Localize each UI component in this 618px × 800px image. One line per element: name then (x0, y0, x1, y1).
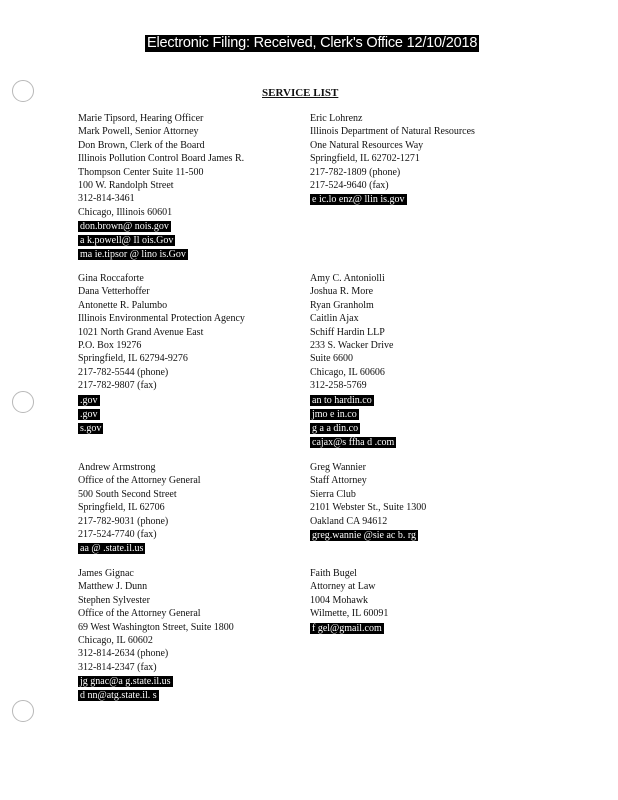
contact-line: 312-258-5769 (310, 380, 367, 392)
contact-line: 69 West Washington Street, Suite 1800 (78, 621, 234, 633)
contact-line: Springfield, IL 62794-9276 (78, 353, 188, 365)
service-list-title: SERVICE LIST (262, 87, 339, 99)
contact-line: Chicago, IL 60602 (78, 635, 153, 647)
redacted-email-link[interactable]: greg.wannie @sie ac b. rg (312, 530, 416, 542)
contact-line: Dana Vetterhoffer (78, 286, 150, 298)
contact-line: Stephen Sylvester (78, 594, 150, 606)
contact-line: 500 South Second Street (78, 488, 177, 500)
punch-hole-middle (12, 391, 34, 413)
contact-line: Illinois Environmental Protection Agency (78, 313, 245, 325)
contact-line: 217-782-9031 (phone) (78, 515, 169, 527)
contact-line: Don Brown, Clerk of the Board (78, 139, 205, 151)
redacted-email-link[interactable]: s.gov (80, 422, 102, 434)
contact-line: 100 W. Randolph Street (78, 180, 174, 192)
contact-block (310, 567, 388, 635)
redacted-email-row (78, 220, 244, 233)
contact-line: Chicago, Illinois 60601 (78, 206, 173, 218)
contact-line: Staff Attorney (310, 475, 367, 487)
contact-line: 217-524-7740 (fax) (78, 529, 157, 541)
redacted-email-link[interactable]: f gel@gmail.com (312, 622, 382, 634)
redacted-email-link[interactable]: cajax@s ffha d .com (312, 436, 395, 448)
contact-line: 312-814-3461 (78, 193, 135, 205)
contact-line: 217-782-1809 (phone) (310, 166, 401, 178)
redacted-email-row (310, 529, 426, 542)
contact-line: 2101 Webster St., Suite 1300 (310, 502, 427, 514)
contact-block (78, 567, 234, 702)
contact-block (310, 461, 426, 542)
redacted-email-row (78, 248, 244, 261)
contact-line: Illinois Pollution Control Board James R. (78, 153, 245, 165)
redacted-email-link[interactable]: d nn@atg.state.il. s (80, 690, 157, 702)
contact-line: Faith Bugel (310, 568, 357, 579)
redacted-email-link[interactable]: jmo e in.co (312, 408, 357, 420)
contact-line: P.O. Box 19276 (78, 340, 142, 352)
contact-block (78, 461, 201, 555)
redacted-email-link[interactable]: e ic.lo enz@ llin is.gov (312, 194, 405, 206)
contact-line: Springfield, IL 62706 (78, 502, 165, 514)
redacted-email-row (310, 422, 396, 435)
redacted-email-link[interactable]: .gov (80, 408, 98, 420)
redacted-email-link[interactable]: ma ie.tipsor @ lino is.Gov (80, 249, 186, 261)
contact-line: Sierra Club (310, 488, 356, 500)
contact-line: Schiff Hardin LLP (310, 326, 385, 338)
contact-block (78, 272, 245, 435)
contact-line: Matthew J. Dunn (78, 581, 148, 593)
redacted-email-row (310, 622, 388, 635)
contact-line: Chicago, IL 60606 (310, 366, 385, 378)
redacted-email-row (78, 675, 234, 688)
electronic-filing-banner: Electronic Filing: Received, Clerk's Office 12/10/2018 (147, 35, 478, 51)
contact-line: 217-782-9807 (fax) (78, 380, 157, 392)
redacted-email-row (310, 394, 396, 407)
contact-line: Attorney at Law (310, 581, 376, 593)
redacted-email-link[interactable]: an to hardin.co (312, 394, 372, 406)
punch-hole-top (12, 80, 34, 102)
contact-line: Suite 6600 (310, 353, 354, 365)
contact-line: Caitlin Ajax (310, 313, 359, 325)
contact-block (310, 112, 475, 206)
contact-line: Marie Tipsord, Hearing Officer (78, 113, 204, 124)
contact-line: Joshua R. More (310, 286, 374, 298)
contact-line: Ryan Granholm (310, 299, 374, 311)
redacted-email-link[interactable]: .gov (80, 394, 98, 406)
contact-line: Oakland CA 94612 (310, 515, 388, 527)
contact-line: Andrew Armstrong (78, 462, 156, 473)
contact-line: Amy C. Antoniolli (310, 273, 385, 284)
contact-line: Springfield, IL 62702-1271 (310, 153, 420, 165)
redacted-email-link[interactable]: don.brown@ nois.gov (80, 221, 169, 233)
contact-line: James Gignac (78, 568, 134, 579)
redacted-email-row (78, 422, 245, 435)
contact-line: 1004 Mohawk (310, 594, 369, 606)
redacted-email-row (310, 193, 475, 206)
contact-line: 217-524-9640 (fax) (310, 180, 389, 192)
contact-block (310, 272, 396, 449)
contact-line: Eric Lohrenz (310, 113, 363, 124)
redacted-email-row (310, 436, 396, 449)
redacted-email-link[interactable]: jg gnac@a g.state.il.us (80, 676, 171, 688)
redacted-email-row (78, 542, 201, 555)
redacted-email-link[interactable]: aa @ .state.il.us (80, 543, 144, 555)
redacted-email-link[interactable]: a k.powell@ Il ois.Gov (80, 235, 174, 247)
contact-line: 312-814-2634 (phone) (78, 648, 169, 660)
redacted-email-row (78, 234, 244, 247)
contact-line: Office of the Attorney General (78, 475, 201, 487)
redacted-email-link[interactable]: g a a din.co (312, 422, 359, 434)
contact-block (78, 112, 244, 261)
contact-line: 312-814-2347 (fax) (78, 661, 157, 673)
contact-line: Antonette R. Palumbo (78, 299, 168, 311)
contact-line: 217-782-5544 (phone) (78, 366, 169, 378)
contact-line: One Natural Resources Way (310, 139, 424, 151)
contact-line: 233 S. Wacker Drive (310, 340, 394, 352)
redacted-email-row (78, 408, 245, 421)
redacted-email-row (310, 408, 396, 421)
contact-line: Gina Roccaforte (78, 273, 144, 284)
contact-line: Mark Powell, Senior Attorney (78, 126, 199, 138)
redacted-email-row (78, 394, 245, 407)
redacted-email-row (78, 689, 234, 702)
contact-line: Thompson Center Suite 11-500 (78, 166, 204, 178)
contact-line: Office of the Attorney General (78, 608, 201, 620)
contact-line: 1021 North Grand Avenue East (78, 326, 204, 338)
contact-line: Illinois Department of Natural Resources (310, 126, 475, 138)
contact-line: Wilmette, IL 60091 (310, 608, 389, 620)
contact-line: Greg Wannier (310, 462, 366, 473)
punch-hole-bottom (12, 700, 34, 722)
